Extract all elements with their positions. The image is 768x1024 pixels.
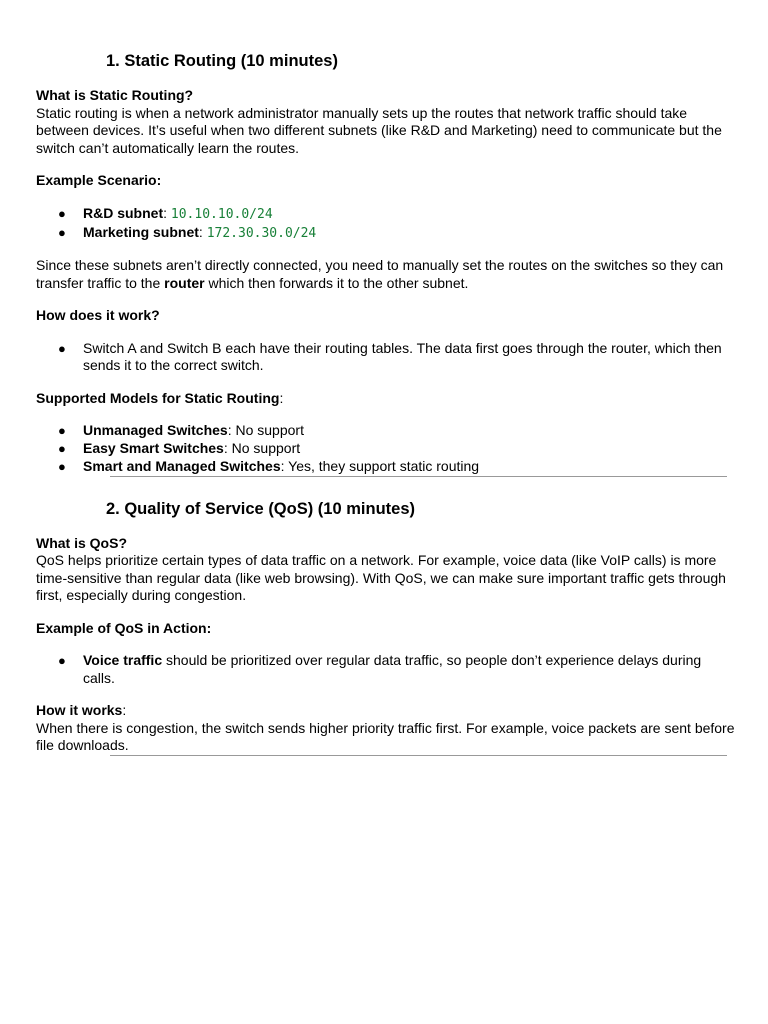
list-item xyxy=(36,340,736,375)
how-it-works-text: Switch A and Switch B each have their routing tables. The data first goes through the router, which then sends it to the correct switch. xyxy=(83,339,722,373)
qos-example-label: Example of QoS in Action: xyxy=(36,619,212,636)
subnet-separator: : xyxy=(163,204,171,221)
qos-example-list xyxy=(36,652,736,687)
list-item xyxy=(36,224,736,243)
what-is-static-routing-label: What is Static Routing? xyxy=(36,87,194,103)
bullet-icon: ● xyxy=(58,441,66,456)
subnet-list xyxy=(36,205,736,243)
list-item xyxy=(36,458,736,476)
model-name: Easy Smart Switches xyxy=(83,440,224,456)
bullet-icon: ● xyxy=(58,205,66,221)
bullet-icon: ● xyxy=(58,459,66,474)
how-does-it-work-label: How does it work? xyxy=(36,307,160,323)
supported-models-heading xyxy=(36,390,736,408)
bullet-icon: ● xyxy=(58,224,66,240)
horizontal-divider xyxy=(110,755,727,756)
model-support: : No support xyxy=(223,440,301,456)
horizontal-divider xyxy=(110,476,727,477)
example-scenario-label: Example Scenario: xyxy=(36,172,162,188)
explanation-text-end: which then forwards it to the other subnet. xyxy=(204,274,469,291)
subnet-name: Marketing subnet xyxy=(83,223,199,240)
voice-traffic-text: should be prioritized over regular data traffic, so people don’t experience delays during calls. xyxy=(83,652,702,686)
how-it-works-description: When there is congestion, the switch sends higher priority traffic first. For example, voice packets are sent before file downloads. xyxy=(36,719,735,753)
how-it-works-label: How it works xyxy=(36,702,123,718)
router-term: router xyxy=(164,274,205,291)
list-item xyxy=(36,205,736,224)
qos-description: QoS helps prioritize certain types of data traffic on a network. For example, voice data (like VoIP calls) is more time-sensitive than regular data (like web browsing). With QoS, we can make sure important traffic gets through first, especially during congestion. xyxy=(36,552,726,603)
explanation-text-start: Since these subnets aren’t directly connected, you need to manually set the routes on the switches so they can transfer traffic to the xyxy=(36,257,724,291)
subnet-name: R&D subnet xyxy=(83,204,164,221)
supported-models-list xyxy=(36,422,736,476)
model-name: Smart and Managed Switches xyxy=(83,458,281,474)
model-support: : Yes, they support static routing xyxy=(280,458,480,474)
voice-traffic-term: Voice traffic xyxy=(83,652,163,668)
model-name: Unmanaged Switches xyxy=(83,422,228,438)
subnet-separator: : xyxy=(198,223,207,240)
document-page xyxy=(36,0,736,756)
subnet-cidr: 10.10.10.0/24 xyxy=(170,206,273,222)
subnet-cidr: 172.30.30.0/24 xyxy=(206,225,317,241)
list-item xyxy=(36,652,736,687)
supported-models-label: Supported Models for Static Routing xyxy=(36,389,280,406)
bullet-icon: ● xyxy=(58,653,66,668)
section-heading-qos: 2. Quality of Service (QoS) (10 minutes) xyxy=(106,499,415,518)
list-item xyxy=(36,440,736,458)
how-it-works-colon: : xyxy=(122,702,127,718)
section-heading-static-routing: 1. Static Routing (10 minutes) xyxy=(106,52,338,70)
how-it-works-list xyxy=(36,340,736,375)
static-routing-description: Static routing is when a network administrator manually sets up the routes that network traffic should take between devices. It’s useful when two different subnets (like R&D and Marketing) need to communicate but the switch can’t automatically learn the routes. xyxy=(36,104,722,156)
supported-models-colon: : xyxy=(279,389,284,406)
subnet-routing-explanation xyxy=(36,257,736,292)
bullet-icon: ● xyxy=(58,340,66,356)
model-support: : No support xyxy=(227,422,304,438)
bullet-icon: ● xyxy=(58,423,66,438)
what-is-qos-label: What is QoS? xyxy=(36,534,127,551)
how-it-works-heading xyxy=(36,702,736,720)
list-item xyxy=(36,422,736,440)
